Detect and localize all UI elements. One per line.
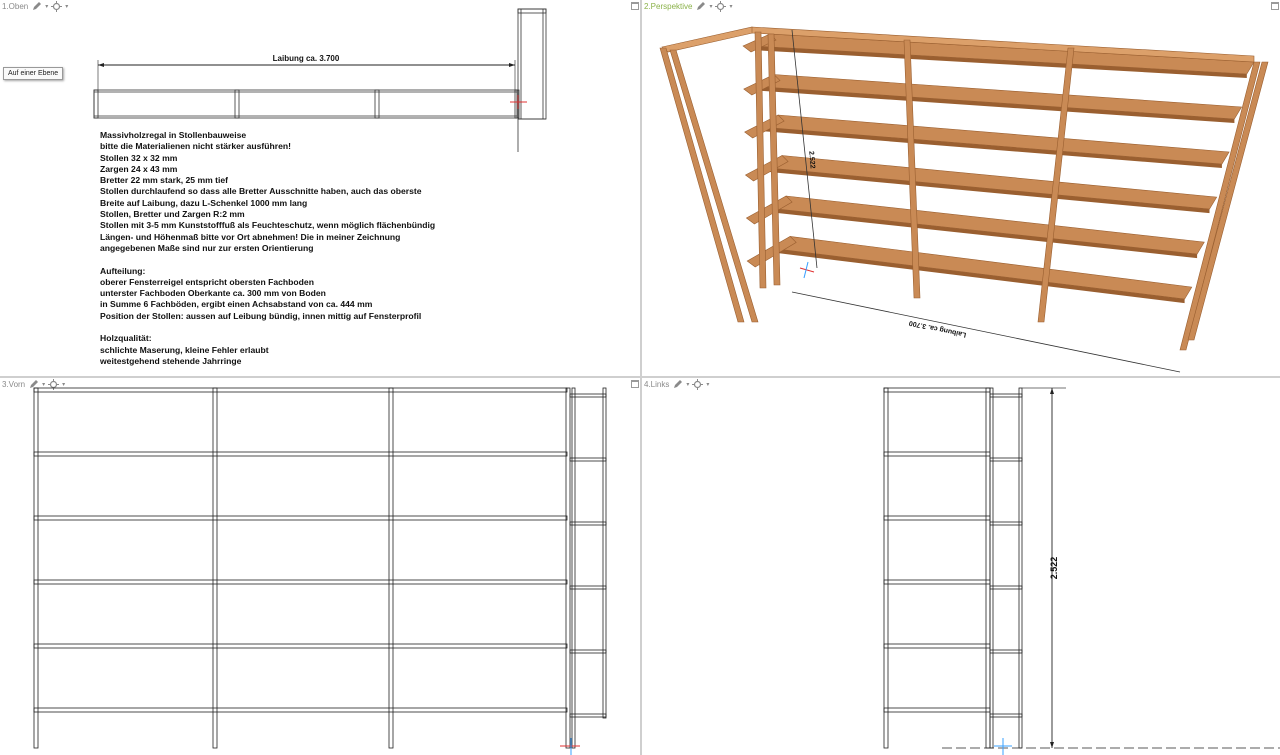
shelf-post — [566, 388, 570, 748]
left-view-drawing — [642, 378, 1280, 755]
note-spacer — [100, 322, 520, 333]
chevron-down-icon[interactable]: ▾ — [686, 381, 690, 388]
height-dimension — [1022, 388, 1066, 748]
shelf-board — [884, 580, 990, 584]
notes-text — [100, 130, 520, 367]
origin-marker — [800, 262, 814, 278]
shelf-post — [34, 388, 38, 748]
shelf-board-side — [570, 394, 606, 397]
front-shelf-frame — [34, 388, 606, 748]
width-dimension-label: Laibung ca. 3.700 — [272, 54, 340, 63]
note-line: Massivholzregal in Stollenbauweise — [100, 130, 247, 140]
viewport-name-front[interactable]: 3.Vorn — [2, 379, 26, 389]
shelf-3d — [660, 27, 1268, 350]
note-line: schlichte Maserung, kleine Fehler erlaubt — [100, 344, 269, 355]
note-line: in Summe 6 Fachböden, ergibt einen Achsabstand von ca. 444 mm — [100, 299, 373, 310]
persp-height-label: 2.522 — [807, 150, 816, 169]
shelf-post — [660, 48, 744, 322]
shelf-board-side — [570, 650, 606, 653]
shelf-board — [884, 644, 990, 648]
note-line: Breite auf Laibung, dazu L-Schenkel 1000 mm lang — [100, 197, 308, 208]
shelf-post — [986, 388, 990, 748]
note-line: Längen- und Höhenmaß bitte vor Ort abnehmen! Die in meiner Zeichnung — [100, 231, 401, 242]
width-dimension — [98, 54, 515, 92]
origin-marker — [994, 738, 1012, 755]
shelf-board-side — [570, 586, 606, 589]
shelf-post — [389, 388, 393, 748]
top-rail-l — [662, 27, 757, 52]
viewport-perspective[interactable] — [642, 0, 1280, 376]
shelf-board-side — [570, 458, 606, 461]
shelf-board — [34, 516, 567, 520]
note-line: bitte die Materialienen nicht stärker ausführen! — [100, 141, 292, 152]
viewport-left[interactable] — [642, 378, 1280, 755]
chevron-down-icon[interactable]: ▾ — [706, 381, 710, 388]
chevron-down-icon[interactable]: ▾ — [62, 381, 66, 388]
shelf-post — [603, 388, 606, 718]
origin-marker — [510, 95, 527, 109]
shelf-board-side — [990, 650, 1022, 653]
height-dimension-label: 2.522 — [1049, 556, 1059, 580]
shelf-board — [760, 115, 1229, 164]
shelf-post — [884, 388, 888, 748]
chevron-down-icon[interactable]: ▾ — [729, 3, 733, 10]
note-line: Zargen 24 x 43 mm — [100, 163, 178, 174]
left-shelf-frame — [884, 388, 1022, 748]
front-view-drawing — [0, 378, 640, 755]
shelf-board-edge — [772, 248, 1184, 303]
shelf-board — [34, 452, 567, 456]
note-line: Position der Stollen: aussen auf Leibung bündig, innen mittig auf Fensterprofil — [100, 310, 422, 321]
note-line: unterster Fachboden Oberkante ca. 300 mm von Boden — [100, 288, 326, 299]
note-heading: Aufteilung: — [100, 265, 146, 276]
chevron-down-icon[interactable]: ▾ — [45, 3, 49, 10]
shelf-board — [34, 708, 567, 712]
shelf-board-side — [990, 394, 1022, 397]
shelf-board — [34, 388, 567, 392]
viewport-top[interactable] — [0, 0, 640, 376]
note-line: Stollen 32 x 32 mm — [100, 152, 178, 163]
viewport-name-perspective[interactable]: 2.Perspektive — [644, 1, 693, 11]
shelf-board — [884, 452, 990, 456]
chevron-down-icon[interactable]: ▾ — [65, 3, 69, 10]
shelf-post — [572, 388, 575, 748]
shelf-board — [34, 644, 567, 648]
tooltip: Auf einer Ebene — [3, 67, 63, 80]
note-line: Stollen, Bretter und Zargen R:2 mm — [100, 209, 245, 220]
viewport-name-left[interactable]: 4.Links — [644, 379, 670, 389]
shelf-board-side — [990, 522, 1022, 525]
note-line: angegebenen Maße sind nur zur ersten Orientierung — [100, 242, 314, 253]
shelf-post — [670, 50, 758, 322]
shelf-post — [1019, 388, 1022, 748]
chevron-down-icon[interactable]: ▾ — [709, 3, 713, 10]
shelf-board — [884, 388, 990, 392]
viewport-name-top[interactable]: 1.Oben — [2, 1, 29, 11]
shelf-post — [755, 32, 766, 288]
shelf-board-side — [990, 586, 1022, 589]
shelf-board — [884, 516, 990, 520]
persp-width-label: Laibung ca. 3.700 — [908, 318, 967, 338]
note-spacer — [100, 254, 520, 265]
note-line: weitestgehend stehende Jahrringe — [100, 355, 242, 366]
shelf-post — [990, 388, 993, 748]
shelf-board-side — [570, 522, 606, 525]
shelf-board-side — [990, 458, 1022, 461]
shelf-post — [213, 388, 217, 748]
shelf-board-side — [570, 714, 606, 717]
note-line: Stollen durchlaufend so dass alle Bretter Ausschnitte haben, auch das oberste — [100, 186, 422, 197]
shelf-board — [884, 708, 990, 712]
shelf-board — [756, 75, 1242, 120]
note-heading: Holzqualität: — [100, 333, 152, 344]
note-line: oberer Fensterreigel entspricht obersten Fachboden — [100, 276, 314, 287]
note-line: Stollen mit 3-5 mm Kunststofffuß als Feuchteschutz, wenn möglich flächenbündig — [100, 220, 436, 231]
shelf-board-side — [990, 714, 1022, 717]
chevron-down-icon[interactable]: ▾ — [42, 381, 46, 388]
note-line: Bretter 22 mm stark, 25 mm tief — [100, 175, 229, 186]
viewport-divider-horizontal[interactable] — [0, 376, 1280, 378]
viewport-front[interactable] — [0, 378, 640, 755]
perspective-shelf-model — [642, 0, 1280, 376]
shelf-board — [34, 580, 567, 584]
